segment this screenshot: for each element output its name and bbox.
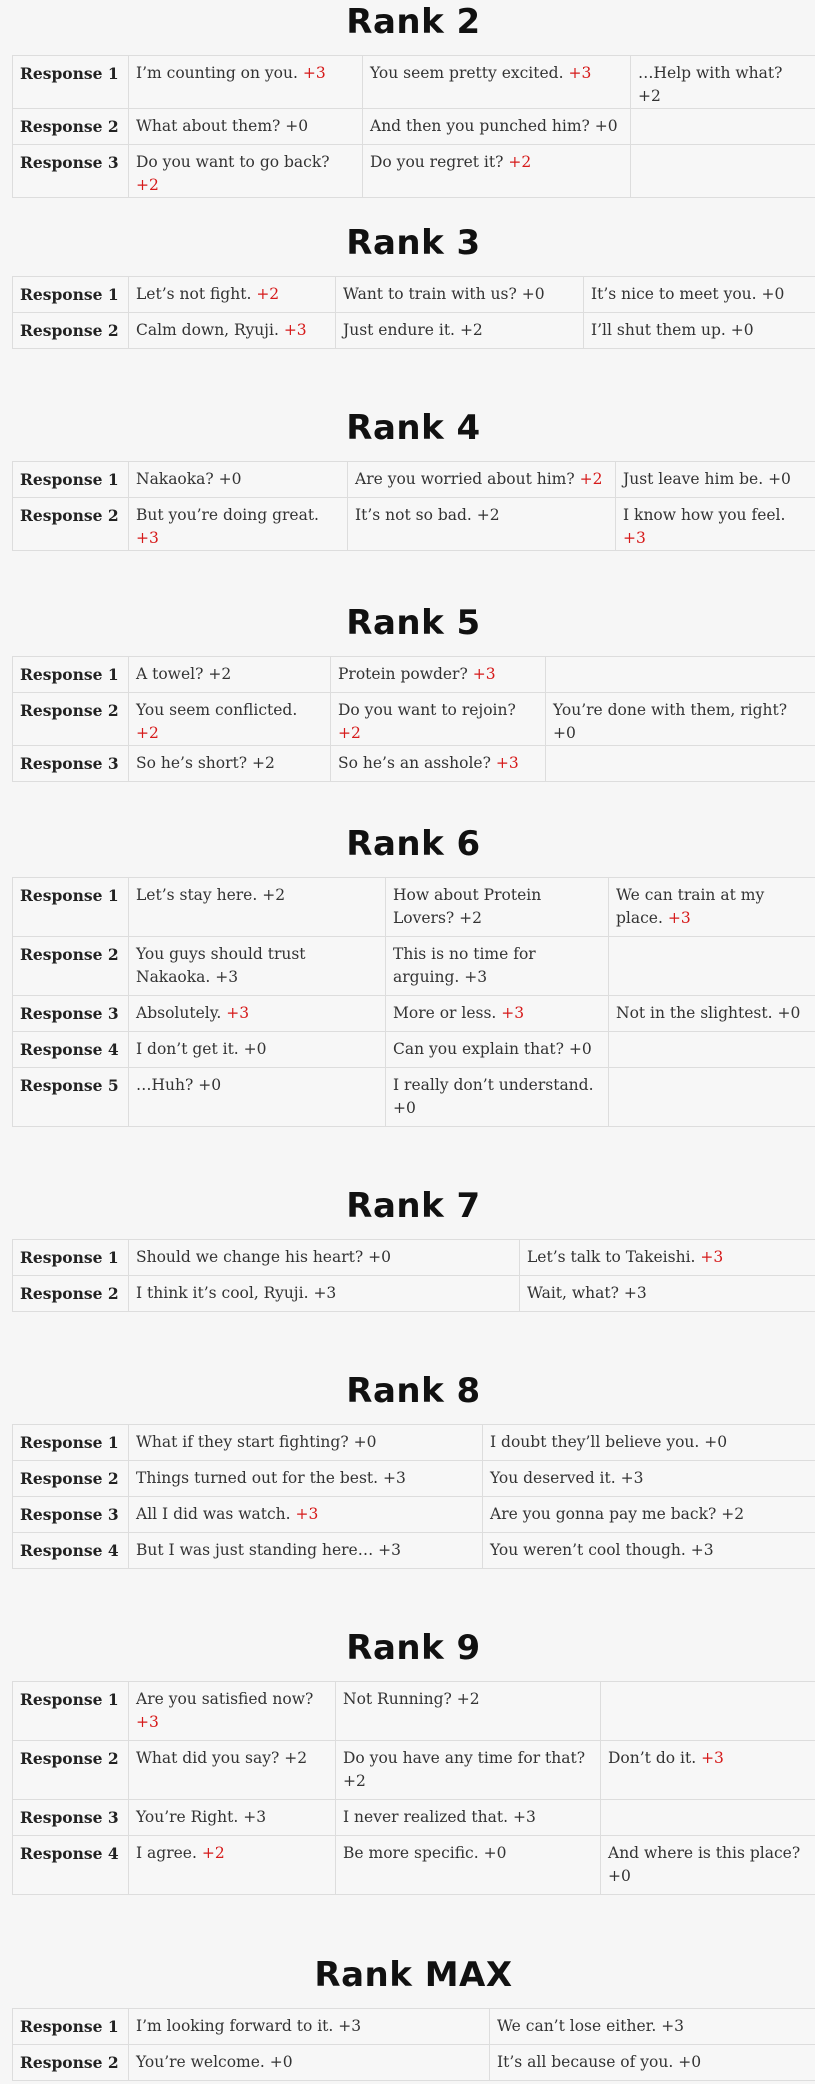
response-text: Calm down, Ryuji. [136, 321, 279, 339]
response-option-cell [601, 1682, 815, 1741]
response-option-cell [601, 1800, 815, 1836]
points-value: +0 [678, 2053, 702, 2071]
table-row [13, 1276, 815, 1312]
points-value: +3 [464, 968, 488, 986]
response-option-cell [129, 1682, 336, 1741]
points-value: +2 [721, 1505, 745, 1523]
points-value: +3 [690, 1541, 714, 1559]
response-table [12, 1239, 815, 1312]
response-label: Response 5 [13, 1068, 129, 1127]
response-text: So he’s an asshole? [338, 754, 491, 772]
response-option-cell [483, 1533, 815, 1569]
response-option-cell [129, 1800, 336, 1836]
points-value: +0 [243, 1040, 267, 1058]
points-value: +0 [521, 285, 545, 303]
response-option-cell [129, 996, 386, 1032]
response-text: I really don’t understand. [393, 1076, 594, 1094]
response-text: It’s nice to meet you. [591, 285, 757, 303]
best-points-value: +3 [226, 1004, 250, 1022]
response-option-cell [490, 2045, 815, 2081]
response-option-cell [616, 498, 815, 551]
response-option-cell [348, 462, 616, 498]
response-option-cell [631, 145, 815, 198]
response-text: You weren’t cool though. [490, 1541, 686, 1559]
response-text: Wait, what? [527, 1284, 619, 1302]
response-option-cell [129, 1240, 520, 1276]
table-row [13, 462, 815, 498]
response-text: Absolutely. [136, 1004, 222, 1022]
points-value: +3 [661, 2017, 685, 2035]
points-value: +2 [262, 886, 286, 904]
best-points-value: +2 [338, 724, 361, 742]
response-option-cell [129, 2045, 490, 2081]
response-text: Let’s talk to Takeishi. [527, 1248, 696, 1266]
response-option-cell [129, 277, 336, 313]
table-row [13, 1836, 815, 1895]
best-points-value: +3 [701, 1749, 724, 1767]
table-row [13, 1240, 815, 1276]
response-text: You’re Right. [136, 1808, 239, 1826]
points-value: +3 [338, 2017, 362, 2035]
response-text: You’re welcome. [136, 2053, 265, 2071]
points-value: +3 [512, 1808, 536, 1826]
rank-heading: Rank 2 [346, 2, 481, 42]
points-value: +0 [594, 117, 618, 135]
rank-heading: Rank 5 [346, 603, 481, 643]
points-value: +0 [353, 1433, 377, 1451]
response-label: Response 1 [13, 878, 129, 937]
response-text: I’m looking forward to it. [136, 2017, 334, 2035]
response-option-cell [129, 1276, 520, 1312]
best-points-value: +3 [136, 529, 159, 547]
best-points-value: +3 [295, 1505, 319, 1523]
points-value: +2 [638, 87, 661, 105]
response-text: Do you regret it? [370, 153, 504, 171]
points-value: +0 [777, 1004, 801, 1022]
response-option-cell [129, 1497, 483, 1533]
response-text: Let’s stay here. [136, 886, 258, 904]
response-text: Want to train with us? [343, 285, 517, 303]
response-label: Response 2 [13, 498, 129, 551]
response-text: How about Protein Lovers? [393, 886, 542, 927]
response-table [12, 1424, 815, 1569]
rank-heading: Rank 3 [346, 223, 481, 263]
response-option-cell [129, 313, 336, 349]
response-text: A towel? [136, 665, 204, 683]
response-option-cell [609, 996, 815, 1032]
table-row [13, 1497, 815, 1533]
response-text: It’s not so bad. [355, 506, 472, 524]
response-option-cell [336, 1836, 601, 1895]
table-row [13, 277, 815, 313]
response-label: Response 1 [13, 462, 129, 498]
response-text: This is no time for arguing. [393, 945, 536, 986]
points-value: +0 [730, 321, 754, 339]
table-row [13, 56, 815, 109]
response-label: Response 3 [13, 996, 129, 1032]
response-label: Response 1 [13, 2009, 129, 2045]
response-text: It’s all because of you. [497, 2053, 674, 2071]
response-text: Are you worried about him? [355, 470, 575, 488]
response-label: Response 3 [13, 1497, 129, 1533]
table-row [13, 1800, 815, 1836]
table-row [13, 1741, 815, 1800]
table-row [13, 1682, 815, 1741]
response-label: Response 2 [13, 693, 129, 746]
table-row [13, 145, 815, 198]
response-option-cell [363, 145, 631, 198]
response-label: Response 3 [13, 746, 129, 782]
response-text: Should we change his heart? [136, 1248, 364, 1266]
response-text: And where is this place? [608, 1844, 801, 1862]
response-text: Do you want to go back? [136, 153, 330, 171]
response-option-cell [348, 498, 616, 551]
response-text: I don’t get it. [136, 1040, 239, 1058]
response-option-cell [129, 746, 331, 782]
best-points-value: +2 [136, 176, 159, 194]
response-option-cell [129, 1836, 336, 1895]
response-text: You seem conflicted. [136, 701, 298, 719]
response-label: Response 1 [13, 1240, 129, 1276]
response-option-cell [363, 109, 631, 145]
response-option-cell [616, 462, 815, 498]
response-option-cell [609, 937, 815, 996]
response-text: Things turned out for the best. [136, 1469, 379, 1487]
rank-heading: Rank 8 [346, 1371, 481, 1411]
rank-heading: Rank 7 [346, 1186, 481, 1226]
response-option-cell [129, 109, 363, 145]
response-option-cell [336, 313, 584, 349]
response-option-cell [129, 657, 331, 693]
points-value: +0 [483, 1844, 507, 1862]
response-label: Response 1 [13, 657, 129, 693]
table-row [13, 1425, 815, 1461]
points-value: +3 [313, 1284, 337, 1302]
response-option-cell [631, 56, 815, 109]
table-row [13, 1461, 815, 1497]
response-table [12, 276, 815, 349]
response-option-cell [129, 1032, 386, 1068]
response-text: And then you punched him? [370, 117, 590, 135]
best-points-value: +3 [623, 529, 646, 547]
response-table [12, 55, 815, 198]
response-text: You seem pretty excited. [370, 64, 564, 82]
response-option-cell [546, 657, 815, 693]
points-value: +2 [476, 506, 500, 524]
response-option-cell [609, 878, 815, 937]
response-text: Let’s not fight. [136, 285, 252, 303]
table-row [13, 2009, 815, 2045]
response-text: So he’s short? [136, 754, 248, 772]
response-text: I know how you feel. [623, 506, 786, 524]
table-row [13, 996, 815, 1032]
points-value: +2 [456, 1690, 480, 1708]
points-value: +0 [368, 1248, 391, 1266]
rank-heading: Rank 4 [346, 408, 481, 448]
response-text: I agree. [136, 1844, 197, 1862]
response-text: But you’re doing great. [136, 506, 319, 524]
best-points-value: +3 [501, 1004, 525, 1022]
response-text: Are you satisfied now? [136, 1690, 314, 1708]
points-value: +0 [553, 724, 576, 742]
response-label: Response 1 [13, 56, 129, 109]
response-label: Response 2 [13, 313, 129, 349]
points-value: +0 [704, 1433, 728, 1451]
response-label: Response 4 [13, 1836, 129, 1895]
response-label: Response 1 [13, 1425, 129, 1461]
response-text: Not Running? [343, 1690, 452, 1708]
table-row [13, 109, 815, 145]
response-option-cell [331, 746, 546, 782]
response-option-cell [483, 1461, 815, 1497]
response-table [12, 2008, 815, 2081]
response-text: I think it’s cool, Ryuji. [136, 1284, 309, 1302]
points-value: +0 [568, 1040, 592, 1058]
points-value: +0 [285, 117, 309, 135]
points-value: +0 [198, 1076, 222, 1094]
response-text: All I did was watch. [136, 1505, 291, 1523]
points-value: +2 [459, 909, 483, 927]
response-option-cell [129, 145, 363, 198]
best-points-value: +3 [302, 64, 326, 82]
response-text: But I was just standing here… [136, 1541, 374, 1559]
response-option-cell [490, 2009, 815, 2045]
response-label: Response 2 [13, 2045, 129, 2081]
best-points-value: +2 [579, 470, 603, 488]
points-value: +3 [243, 1808, 267, 1826]
table-row [13, 313, 815, 349]
response-text: …Huh? [136, 1076, 194, 1094]
response-label: Response 1 [13, 1682, 129, 1741]
best-points-value: +3 [700, 1248, 724, 1266]
best-points-value: +3 [472, 665, 496, 683]
response-option-cell [336, 1682, 601, 1741]
response-option-cell [609, 1032, 815, 1068]
response-text: You’re done with them, right? [553, 701, 788, 719]
response-label: Response 4 [13, 1533, 129, 1569]
table-row [13, 1032, 815, 1068]
response-option-cell [336, 277, 584, 313]
response-option-cell [386, 878, 609, 937]
table-row [13, 1533, 815, 1569]
response-text: What about them? [136, 117, 281, 135]
best-points-value: +3 [667, 909, 691, 927]
response-option-cell [386, 1068, 609, 1127]
response-table [12, 461, 815, 551]
response-label: Response 2 [13, 937, 129, 996]
points-value: +2 [343, 1772, 366, 1790]
response-label: Response 2 [13, 109, 129, 145]
points-value: +2 [284, 1749, 308, 1767]
rank-heading: Rank 6 [346, 824, 481, 864]
response-option-cell [631, 109, 815, 145]
points-value: +0 [768, 470, 791, 488]
response-option-cell [336, 1741, 601, 1800]
best-points-value: +3 [283, 321, 307, 339]
best-points-value: +3 [495, 754, 519, 772]
response-option-cell [386, 1032, 609, 1068]
points-value: +3 [378, 1541, 402, 1559]
response-text: You guys should trust Nakaoka. [136, 945, 306, 986]
points-value: +0 [218, 470, 242, 488]
best-points-value: +2 [508, 153, 532, 171]
response-text: I never realized that. [343, 1808, 509, 1826]
points-value: +0 [269, 2053, 293, 2071]
points-value: +3 [383, 1469, 406, 1487]
points-value: +2 [252, 754, 275, 772]
response-table [12, 1681, 815, 1895]
response-text: Protein powder? [338, 665, 468, 683]
response-option-cell [129, 56, 363, 109]
response-text: Be more specific. [343, 1844, 479, 1862]
response-text: What did you say? [136, 1749, 280, 1767]
points-value: +0 [608, 1867, 631, 1885]
points-value: +2 [459, 321, 483, 339]
table-row [13, 937, 815, 996]
response-table [12, 877, 815, 1127]
response-option-cell [584, 313, 815, 349]
response-label: Response 2 [13, 1276, 129, 1312]
response-label: Response 1 [13, 277, 129, 313]
response-text: Just endure it. [343, 321, 455, 339]
response-option-cell [386, 996, 609, 1032]
response-option-cell [129, 1461, 483, 1497]
response-option-cell [336, 1800, 601, 1836]
best-points-value: +2 [201, 1844, 225, 1862]
response-option-cell [483, 1497, 815, 1533]
rank-heading: Rank MAX [314, 1955, 513, 1995]
best-points-value: +2 [256, 285, 280, 303]
response-text: What if they start fighting? [136, 1433, 349, 1451]
points-value: +0 [761, 285, 785, 303]
table-row [13, 878, 815, 937]
table-row [13, 746, 815, 782]
response-option-cell [331, 657, 546, 693]
response-text: Can you explain that? [393, 1040, 564, 1058]
response-text: I doubt they’ll believe you. [490, 1433, 700, 1451]
response-text: Are you gonna pay me back? [490, 1505, 717, 1523]
response-text: …Help with what? [638, 64, 783, 82]
response-label: Response 2 [13, 1461, 129, 1497]
rank-heading: Rank 9 [346, 1628, 481, 1668]
points-value: +2 [208, 665, 232, 683]
response-option-cell [129, 462, 348, 498]
table-row [13, 693, 815, 746]
response-text: We can’t lose either. [497, 2017, 657, 2035]
response-option-cell [129, 498, 348, 551]
response-text: More or less. [393, 1004, 497, 1022]
response-option-cell [129, 693, 331, 746]
response-option-cell [386, 937, 609, 996]
response-option-cell [601, 1836, 815, 1895]
response-text: Just leave him be. [623, 470, 764, 488]
response-label: Response 3 [13, 1800, 129, 1836]
best-points-value: +3 [136, 1713, 159, 1731]
response-option-cell [129, 1068, 386, 1127]
response-option-cell [520, 1276, 815, 1312]
response-option-cell [601, 1741, 815, 1800]
response-option-cell [546, 746, 815, 782]
response-text: Do you have any time for that? [343, 1749, 586, 1767]
points-value: +3 [620, 1469, 644, 1487]
response-option-cell [520, 1240, 815, 1276]
points-value: +0 [393, 1099, 416, 1117]
response-text: You deserved it. [490, 1469, 616, 1487]
response-label: Response 3 [13, 145, 129, 198]
response-option-cell [129, 1533, 483, 1569]
response-label: Response 4 [13, 1032, 129, 1068]
response-option-cell [331, 693, 546, 746]
response-option-cell [129, 1425, 483, 1461]
points-value: +3 [215, 968, 239, 986]
response-option-cell [584, 277, 815, 313]
table-row [13, 657, 815, 693]
best-points-value: +3 [568, 64, 592, 82]
response-text: We can train at my place. [616, 886, 765, 927]
response-text: Don’t do it. [608, 1749, 697, 1767]
response-text: Nakaoka? [136, 470, 214, 488]
table-row [13, 1068, 815, 1127]
table-row [13, 498, 815, 551]
response-text: I’ll shut them up. [591, 321, 726, 339]
response-option-cell [363, 56, 631, 109]
response-text: Not in the slightest. [616, 1004, 773, 1022]
response-option-cell [483, 1425, 815, 1461]
response-option-cell [546, 693, 815, 746]
response-option-cell [129, 878, 386, 937]
response-option-cell [129, 2009, 490, 2045]
response-option-cell [129, 937, 386, 996]
table-row [13, 2045, 815, 2081]
response-text: Do you want to rejoin? [338, 701, 516, 719]
best-points-value: +2 [136, 724, 159, 742]
response-label: Response 2 [13, 1741, 129, 1800]
response-option-cell [609, 1068, 815, 1127]
response-text: I’m counting on you. [136, 64, 298, 82]
points-value: +3 [623, 1284, 647, 1302]
response-option-cell [129, 1741, 336, 1800]
response-table [12, 656, 815, 782]
